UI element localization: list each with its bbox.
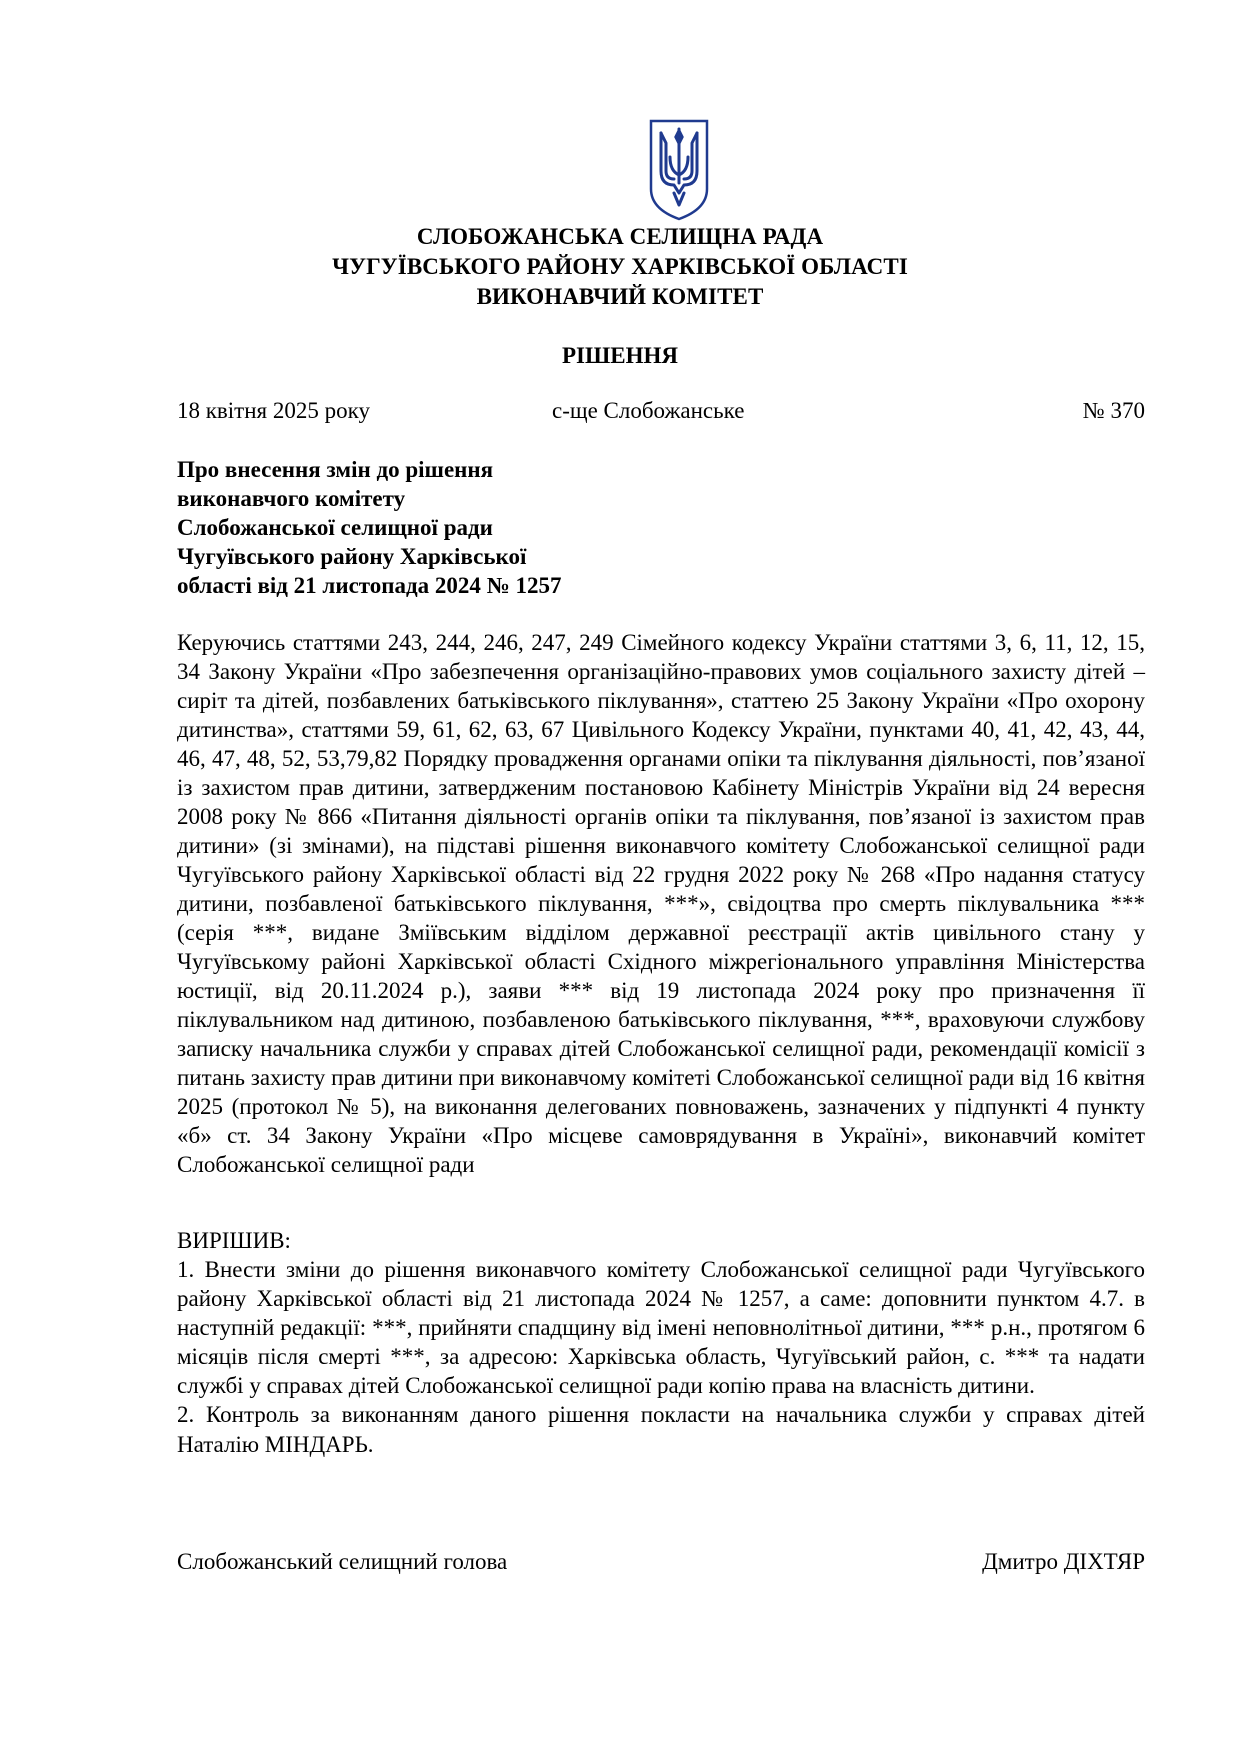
subject-line: виконавчого комітету (177, 486, 406, 511)
decision-item: 2. Контроль за виконанням даного рішення покласти на начальника служби у справах дітей Наталію МІНДАРЬ. (177, 1402, 1145, 1457)
decided-label: ВИРІШИВ: (177, 1228, 291, 1253)
header-district-name: ЧУГУЇВСЬКОГО РАЙОНУ ХАРКІВСЬКОЇ ОБЛАСТІ (332, 254, 908, 279)
subject-line: Слобожанської селищної ради (177, 515, 493, 540)
ukraine-trident-emblem-icon (648, 119, 710, 221)
organization-header (0, 222, 1240, 312)
document-subject (177, 455, 562, 600)
subject-line: Чугуївського району Харківської (177, 544, 527, 569)
document-number: № 370 (1082, 398, 1145, 423)
signatory-title: Слобожанський селищний голова (177, 1549, 508, 1574)
document-place: с-ще Слобожанське (552, 398, 745, 423)
document-type-title: РІШЕННЯ (562, 343, 678, 368)
decision-item: 1. Внести зміни до рішення виконавчого комітету Слобожанської селищної ради Чугуївського району Харківської області від 21 листопада 2024 № 1257, а саме: доповнити пунктом 4.7. в наступній редакції: ***, прийняти спадщину від імені неповнолітньої дитини, *** р.н., протягом 6 місяців після смерті ***, за адресою: Харківська область, Чугуївський район, с. *** та надати службі у справах дітей Слобожанської селищної ради копію права на власність дитини. (177, 1257, 1145, 1398)
decision-list (177, 1255, 1145, 1460)
preamble-paragraph: Керуючись статтями 243, 244, 246, 247, 249 Сімейного кодексу України статтями 3, 6, 11, 12, 15, 34 Закону України «Про забезпечення організаційно-правових умов соціального захисту дітей – сиріт та дітей, позбавлених батьківського піклування», статтею 25 Закону України «Про охорону дитинства», статтями 59, 61, 62, 63, 67 Цивільного Кодексу України, пунктами 40, 41, 42, 43, 44, 46, 47, 48, 52, 53,79,82 Порядку провадження органами опіки та піклування діяльності, пов’язаної із захистом прав дитини, затвердженим постановою Кабінету Міністрів України від 24 вересня 2008 року № 866 «Питання діяльності органів опіки та піклування, пов’язаної із захистом прав дитини» (зі змінами), на підставі рішення виконавчого комітету Слобожанської селищної ради Чугуївського району Харківської області від 22 грудня 2022 року № 268 «Про надання статусу дитини, позбавленої батьківського піклування, ***», свідоцтва про смерть піклувальника *** (серія ***, видане Зміївським відділом державної реєстрації актів цивільного стану у Чугуївському районі Харківської області Східного міжрегіонального управління Міністерства юстиції, від 20.11.2024 р.), заяви *** від 19 листопада 2024 року про призначення її піклувальником над дитиною, позбавленою батьківського піклування, ***, враховуючи службову записку начальника служби у справах дітей Слобожанської селищної ради, рекомендації комісії з питань захисту прав дитини при виконавчому комітеті Слобожанської селищної ради від 16 квітня 2025 (протокол № 5), на виконання делегованих повноважень, зазначених у підпункті 4 пункту «б» ст. 34 Закону України «Про місцеве самоврядування в Україні», виконавчий комітет Слобожанської селищної ради (177, 630, 1145, 1177)
header-council-name: СЛОБОЖАНСЬКА СЕЛИЩНА РАДА (416, 224, 824, 249)
subject-line: області від 21 листопада 2024 № 1257 (177, 573, 562, 598)
document-date: 18 квітня 2025 року (177, 398, 370, 423)
header-committee-name: ВИКОНАВЧИЙ КОМІТЕТ (476, 284, 764, 309)
subject-line: Про внесення змін до рішення (177, 457, 494, 482)
signatory-name: Дмитро ДІХТЯР (982, 1549, 1145, 1574)
